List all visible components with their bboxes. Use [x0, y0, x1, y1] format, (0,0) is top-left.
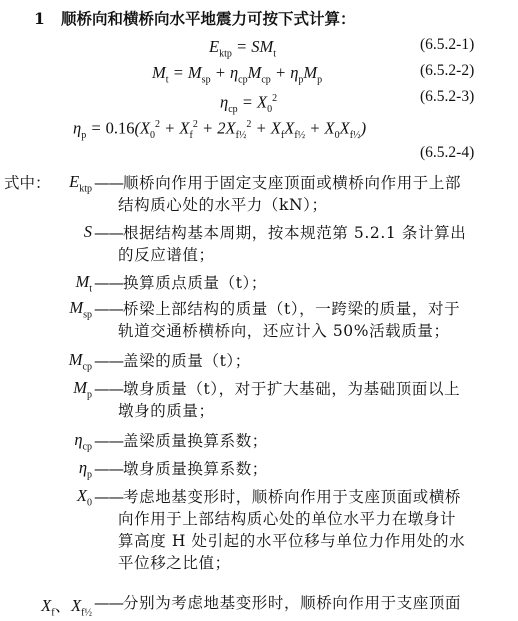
term-s: S — [83, 222, 92, 241]
definition-m-cp: ——盖梁的质量（t）； — [94, 352, 251, 370]
section-heading — [34, 8, 356, 30]
definition-m-sp: ——桥梁上部结构的质量（t），一跨梁的质量，对于 轨道交通桥横桥向，还应计入 50%活载质量； — [94, 300, 461, 340]
equation-1: $E_{ktp} = SM_t$ — [209, 37, 277, 60]
equation-number-1: (6.5.2-1) — [420, 36, 475, 53]
term-x-0: $X_0$ — [76, 486, 92, 509]
equation-number-3: (6.5.2-3) — [420, 88, 475, 105]
definition-s: ——根据结构基本周期，按本规范第 5.2.1 条计算出 的反应谱值； — [94, 224, 467, 264]
equation-3: $\eta_{cp} = X_0^2$ — [220, 92, 278, 115]
definition-m-t: ——换算质点质量（t）； — [94, 274, 267, 292]
equation-number-4: (6.5.2-4) — [420, 144, 475, 161]
term-eta-cp: $\eta_{cp}$ — [74, 430, 92, 453]
term-m-sp: $M_{sp}$ — [69, 298, 92, 321]
term-m-p: $M_p$ — [73, 378, 92, 401]
definition-eta-cp: ——盖梁质量换算系数； — [94, 432, 268, 450]
definition-x-0: ——考虑地基变形时，顺桥向作用于支座顶面或横桥 向作用于上部结构质心处的单位水平力在墩身计 算高度 H 处引起的水平位移与单位力作用处的水 平位移之比值； — [94, 488, 466, 572]
term-x-f: $X_f$、$X_{f\frac{1}{2}}$ — [41, 596, 92, 619]
definition-x-f: ——分别为考虑地基变形时，顺桥向作用于支座顶面 — [94, 594, 462, 612]
where-label: 式中： — [4, 174, 51, 192]
term-m-cp: $M_{cp}$ — [68, 350, 92, 373]
definition-e-ktp: ——顺桥向作用于固定支座顶面或横桥向作用于上部 结构质心处的水平力（kN）； — [94, 174, 462, 214]
term-m-t: $M_t$ — [75, 272, 92, 295]
definition-eta-p: ——墩身质量换算系数； — [94, 460, 268, 478]
equation-2: $M_t = M_{sp} + \eta_{cp}M_{cp} + \eta_pM_p$ — [152, 63, 323, 86]
heading-text: 顺桥向和横桥向水平地震力可按下式计算： — [61, 9, 356, 28]
heading-number: 1 — [34, 9, 45, 28]
term-e-ktp: $E_{ktp}$ — [69, 172, 92, 195]
term-eta-p: $\eta_p$ — [78, 458, 92, 481]
definition-m-p: ——墩身质量（t），对于扩大基础，为基础顶面以上 墩身的质量； — [94, 380, 461, 420]
equation-4: $\eta_p = 0.16(X_0^2 + X_f^2 + 2X_{f\frac{1}{2}}^2 + X_fX_{f\frac{1}{2}} + X_0X_{f\frac{1}{2}})$ — [73, 118, 367, 141]
equation-number-2: (6.5.2-2) — [420, 62, 475, 79]
